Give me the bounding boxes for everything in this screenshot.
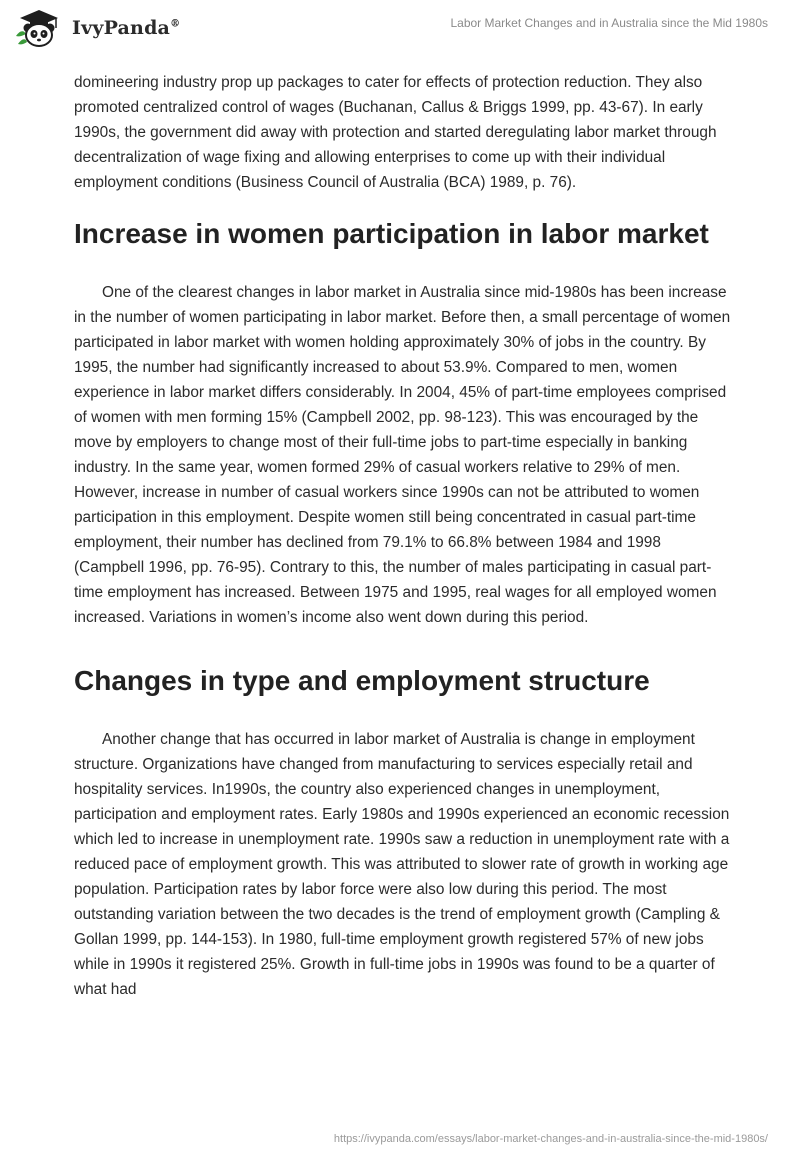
women-participation-paragraph: One of the clearest changes in labor market in Australia since mid-1980s has been increase in the number of women participating in labor market. Before then, a small percentage of women participated in labor market with women holding approximately 30% of jobs in the country. By 1995, the number had significantly increased to about 53.9%. Compared to men, women experience in labor market differs considerably. In 2004, 45% of part-time employees comprised of women with men forming 15% (Campbell 2002, pp. 98-123). This was encouraged by the move by employers to change most of their full-time jobs to part-time especially in banking industry. In the same year, women formed 29% of casual workers relative to 29% of men. However, increase in number of casual workers since 1990s can not be attributed to women participation in this employment. Despite women still being concentrated in casual part-time employment, their number has declined from 79.1% to 66.8% between 1984 and 1998 (Campbell 1996, pp. 76-95). Contrary to this, the number of males participating in casual part-time employment has increased. Between 1975 and 1995, real wages for all employed women increased. Variations in women’s income also went down during this period. bbox=[74, 284, 731, 626]
intro-paragraph: domineering industry prop up packages to cater for effects of protection reduction. They also promoted centralized control of wages (Buchanan, Callus & Briggs 1999, pp. 43-67). In early 1990s, the government did away with protection and started deregulating labor market through decentralization of wage fixing and allowing enterprises to come up with their individual employment conditions (Business Council of Australia (BCA) 1989, p. 76). bbox=[74, 74, 717, 191]
document-title: Labor Market Changes and in Australia since the Mid 1980s bbox=[450, 16, 768, 30]
page-header bbox=[0, 0, 800, 62]
section-heading-women-participation: Increase in women participation in labor market bbox=[74, 218, 709, 249]
employment-structure-paragraph: Another change that has occurred in labor market of Australia is change in employment structure. Organizations have changed from manufacturing to services especially retail and hospitality services. In1990s, the country also experienced changes in unemployment, participation and employment rates. Early 1980s and 1990s experienced an economic recession which led to increase in unemployment rate. 1990s saw a reduction in unemployment rate with a reduced pace of employment growth. This was attributed to slower rate of growth in working age population. Participation rates by labor force were also low during this period. The most outstanding variation between the two decades is the trend of employment growth (Campling & Gollan 1999, pp. 144-153). In 1980, full-time employment growth registered 57% of new jobs while in 1990s it registered 25%. Growth in full-time jobs in 1990s was found to be a quarter of what had bbox=[74, 731, 730, 998]
essay-body bbox=[74, 70, 734, 1002]
panda-graduation-cap-icon bbox=[12, 6, 66, 50]
source-url-link[interactable]: https://ivypanda.com/essays/labor-market-changes-and-in-australia-since-the-mid-1980s/ bbox=[333, 1133, 768, 1145]
brand-name: IvyPanda® bbox=[72, 17, 181, 39]
brand-logo[interactable] bbox=[12, 6, 180, 50]
section-heading-employment-structure: Changes in type and employment structure bbox=[74, 665, 650, 696]
